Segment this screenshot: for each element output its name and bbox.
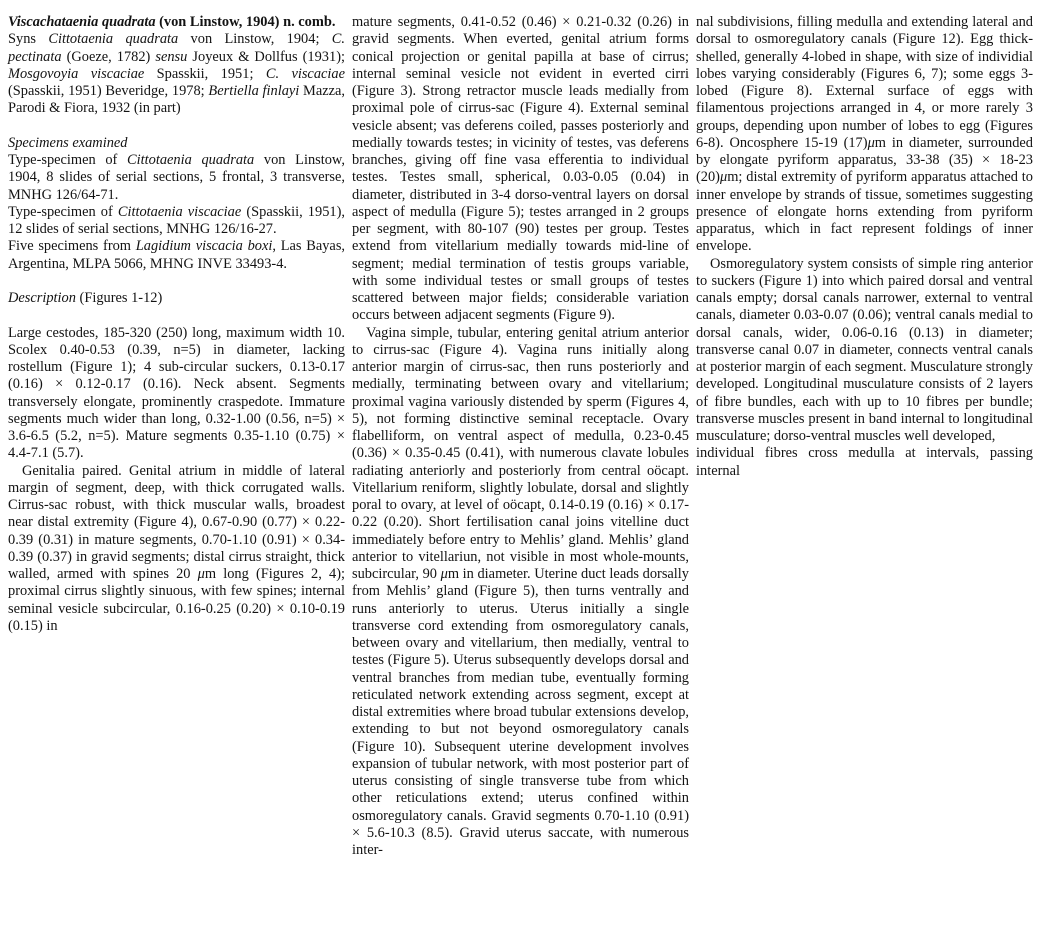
- text-run: sensu: [155, 48, 188, 65]
- text-run: Joyeux & Dollfus (1931);: [187, 48, 345, 65]
- text-run: Description: [8, 290, 76, 306]
- paragraph: [8, 152, 345, 204]
- column-right: [696, 14, 1033, 934]
- text-run: Viscachataenia quadrata: [8, 14, 156, 30]
- text-run: individual fibres cross medulla at intervals, passing internal: [696, 445, 1033, 479]
- column-middle: [352, 14, 689, 934]
- paragraph: [8, 238, 345, 273]
- column-left: [8, 14, 345, 934]
- paragraph: [8, 463, 345, 636]
- text-run: C. viscaciae: [265, 65, 345, 82]
- text-run: Syns: [8, 31, 49, 48]
- text-run: m in diameter. Uterine duct leads dorsally from Mehlis’ gland (Figure 5), then turns ventrally and runs anteriorly to uterus. Uterus initially a single transverse cord extending from osmoregulatory canals, between ovary and vitellarium, then medially, ventral to testes (Figure 5). Uterus subsequently develops dorsal and ventral branches from median tube, eventually forming reticulated network extending across segment, except at distal extremities where broad tubular extensions develop, extending to but not beyond osmoregulatory canals (Figure 10). Subsequent uterine development involves expansion of tubular network, with most posterior part of uterus consisting of single transverse tube from which other reticulations extend; uterus confined within osmoregulatory canals. Gravid segments 0.70-1.10 (0.91) × 5.6-10.3 (8.5). Gravid uterus saccate, with numerous inter-: [352, 566, 689, 858]
- paragraph: [8, 204, 345, 239]
- text-run: Cittotaenia quadrata: [127, 152, 255, 168]
- text-run: Cittotaenia quadrata: [48, 31, 179, 48]
- paragraph: [8, 31, 345, 117]
- paragraph: [352, 325, 689, 860]
- paragraph: [696, 256, 1033, 446]
- text-run: Type-specimen of: [8, 152, 128, 168]
- text-run: (Goeze, 1782): [61, 48, 156, 65]
- text-run: m in diameter, surrounded by elongate pyriform apparatus, 33-38 (35) × 18-23 (20): [696, 134, 1033, 186]
- text-run: nal subdivisions, filling medulla and extending lateral and dorsal to osmoregulatory canals (Figure 12). Egg thick-shelled, generally 4-lobed in shape, with size of individial lobes varying considerably (Figures 6, 7); some eggs 3-lobed (Figure 8). External surface of eggs with filamentous projections arranged in 4, or more rarely 3 groups, depending upon number of lobes to egg (Figures 6-8). Oncosphere 15-19 (17): [696, 14, 1033, 151]
- paragraph: [352, 14, 689, 325]
- text-run: (Spasskii, 1951), 12 slides of serial sections, MNHG 126/16-27.: [8, 203, 345, 237]
- text-run: m; distal extremity of pyriform apparatus attached to inner envelope by strands of tissue, sometimes suggesting presence of elongate horns extending from pyriform apparatus, which in fact represent foldings of inner envelope.: [696, 169, 1033, 255]
- text-run: Specimens examined: [8, 134, 128, 151]
- text-run: Spasskii, 1951;: [144, 65, 266, 82]
- paragraph: [696, 14, 1033, 256]
- text-run: (Figures 1-12): [75, 290, 163, 306]
- text-run: Genitalia paired. Genital atrium in middle of lateral margin of segment, deep, with thick corrugated walls. Cirrus-sac robust, with thick muscular walls, broadest near distal extremity (Figure 4), 0.67-0.90 (0.77) × 0.22-0.39 (0.31) in mature segments, 0.70-1.10 (0.91) × 0.34-0.39 (0.37) in gravid segments; distal cirrus straight, thick walled, armed with spines 20: [8, 462, 345, 582]
- text-run: Mazza, Parodi & Fiora, 1932 (in part): [8, 83, 345, 117]
- text-run: m long (Figures 2, 4); proximal cirrus slightly sinuous, with few spines; internal seminal vesicle subcircular, 0.16-0.25 (0.20) × 0.10-0.19 (0.15) in: [8, 566, 345, 634]
- text-run: von Linstow, 1904, 8 slides of serial sections, 5 frontal, 3 transverse, MNHG 126/64-71.: [8, 152, 345, 203]
- text-run: Large cestodes, 185-320 (250) long, maximum width 10. Scolex 0.40-0.53 (0.39, n=5) in diameter, lacking rostellum (Figure 1); 4 sub-circular suckers, 0.13-0.17 (0.16) × 0.12-0.17 (0.16). Neck absent. Segments transversely elongate, prominently craspedote. Immature segments much wider than long, 0.32-1.00 (0.56, n=5) × 3.6-6.5 (5.2, n=5). Mature segments 0.35-1.10 (0.75) × 4.4-7.1 (5.7).: [8, 324, 345, 462]
- text-run: (von Linstow, 1904) n. comb.: [155, 14, 336, 30]
- text-run: C. pectinata: [8, 31, 345, 65]
- section-heading: [8, 290, 345, 307]
- paragraph: [696, 445, 1033, 479]
- text-run: Mosgovoyia viscaciae: [8, 65, 145, 82]
- text-run: Five specimens from: [8, 238, 136, 255]
- article-title: [8, 14, 345, 31]
- text-run: μ: [867, 134, 875, 151]
- paragraph: [8, 325, 345, 463]
- text-run: (Spasskii, 1951) Beveridge, 1978;: [8, 83, 209, 99]
- text-run: Type-specimen of: [8, 203, 118, 220]
- text-run: Cittotaenia viscaciae: [117, 203, 242, 220]
- text-run: Vagina simple, tubular, entering genital atrium anterior to cirrus-sac (Figure 4). Vagina runs initially along anterior margin of cirrus-sac, then runs posteriorly and medially, terminating between ovary and vitellarium; proximal vagina variously distended by sperm (Figures 4, 5), not forming distinctive seminal receptacle. Ovary flabelliform, on ventral aspect of medulla, 0.23-0.45 (0.36) × 0.35-0.45 (0.41), with numerous clavate lobules radiating anteriorly and posteriorly from central oöcapt. Vitellarium reniform, slightly lobulate, dorsal and slightly poral to ovary, at level of oöcapt, 0.14-0.19 (0.16) × 0.17-0.22 (0.20). Short fertilisation canal joins vitelline duct immediately before entry to Mehlis’ gland. Mehlis’ gland anterior to vitellariun, not visible in most whole-mounts, subcircular, 90: [352, 324, 689, 582]
- text-run: , Las Bayas, Argentina, MLPA 5066, MHNG INVE 33493-4.: [8, 238, 346, 272]
- text-run: Osmoregulatory system consists of simple ring anterior to suckers (Figure 1) into which paired dorsal and ventral canals empty; dorsal canals narrower, external to ventral canals, diameter 0.03-0.07 (0.06); ventral canals medial to dorsal canals, wider, 0.06-0.16 (0.13) in diameter; transverse canal 0.07 in diameter, connects ventral canals at posterior margin of each segment. Musculature strongly developed. Longitudinal musculature consists of 2 layers of fibre bundles, each with up to 10 fibres per bundle; transverse muscles present in band internal to longitudinal musculature; dorso-ventral muscles well developed,: [696, 255, 1033, 444]
- text-run: μ: [719, 169, 728, 186]
- text-run: von Linstow, 1904;: [178, 31, 332, 48]
- section-heading: [8, 135, 345, 152]
- text-run: μ: [440, 566, 448, 582]
- text-run: Bertiella finlayi: [208, 83, 300, 99]
- text-run: μ: [197, 566, 205, 582]
- text-run: Lagidium viscacia boxi: [135, 238, 273, 255]
- text-run: mature segments, 0.41-0.52 (0.46) × 0.21-0.32 (0.26) in gravid segments. When everted, genital atrium forms conical projection or genital papilla at base of cirrus; internal seminal vesicle not evident in everted cirri (Figure 3). Strong retractor muscle leads medially from proximal pole of cirrus-sac (Figure 4). External seminal vesicle absent; vas deferens coiled, passes posteriorly and medially towards testes; in vicinity of testes, vas deferens branches, giving off fine vasa efferentia to individual testes. Testes small, spherical, 0.03-0.05 (0.04) in diameter, distributed in 3-4 dorso-ventral layers on dorsal aspect of medulla (Figure 5); testes arranged in 2 groups per segment, with 80-107 (90) testes per group. Testes extend from vitellarium medially towards mid-line of segment; medial termination of testis groups variable, with some individual testes or small groups of testes scattered between major fields; considerable variation occurs between adjacent segments (Figure 9).: [352, 14, 689, 324]
